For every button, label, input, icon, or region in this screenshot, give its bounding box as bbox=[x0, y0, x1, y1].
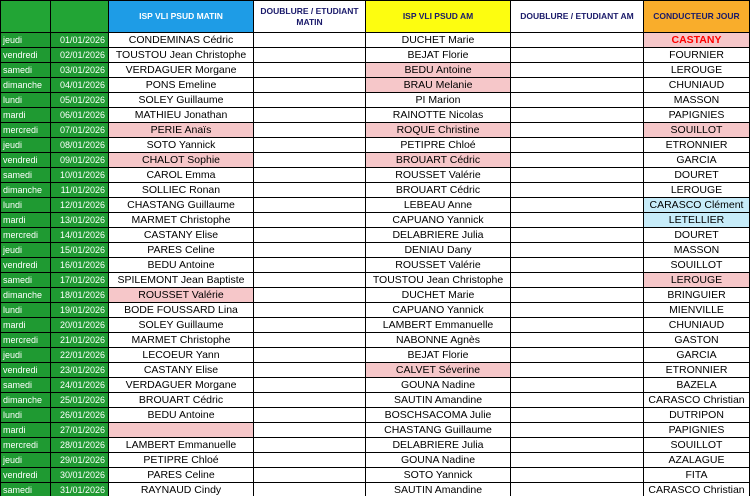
day-cell[interactable]: dimanche bbox=[1, 393, 51, 408]
date-cell[interactable]: 13/01/2026 bbox=[51, 213, 109, 228]
day-cell[interactable]: jeudi bbox=[1, 453, 51, 468]
doublure-am-cell[interactable] bbox=[511, 318, 644, 333]
day-cell[interactable]: dimanche bbox=[1, 78, 51, 93]
conducteur-cell[interactable]: LEROUGE bbox=[644, 63, 750, 78]
table-row bbox=[1, 48, 750, 63]
day-cell[interactable]: vendredi bbox=[1, 468, 51, 483]
table-row bbox=[1, 423, 750, 438]
date-cell[interactable]: 10/01/2026 bbox=[51, 168, 109, 183]
isp-am-cell[interactable]: ROUSSET Valérie bbox=[366, 168, 511, 183]
doublure-am-cell[interactable] bbox=[511, 378, 644, 393]
table-row bbox=[1, 348, 750, 363]
table-row bbox=[1, 378, 750, 393]
table-row bbox=[1, 213, 750, 228]
doublure-am-cell[interactable] bbox=[511, 63, 644, 78]
doublure-matin-cell[interactable] bbox=[254, 378, 366, 393]
doublure-matin-cell[interactable] bbox=[254, 153, 366, 168]
day-cell[interactable]: lundi bbox=[1, 198, 51, 213]
isp-am-cell[interactable]: NABONNE Agnès bbox=[366, 333, 511, 348]
table-row bbox=[1, 408, 750, 423]
day-cell[interactable]: jeudi bbox=[1, 243, 51, 258]
doublure-am-cell[interactable] bbox=[511, 288, 644, 303]
isp-matin-cell[interactable]: RAYNAUD Cindy bbox=[109, 483, 254, 496]
conducteur-cell[interactable]: LETELLIER bbox=[644, 213, 750, 228]
isp-am-cell[interactable]: ROUSSET Valérie bbox=[366, 258, 511, 273]
conducteur-cell[interactable]: DOURET bbox=[644, 168, 750, 183]
isp-matin-cell[interactable]: CHASTANG Guillaume bbox=[109, 198, 254, 213]
doublure-matin-cell[interactable] bbox=[254, 318, 366, 333]
date-cell[interactable]: 17/01/2026 bbox=[51, 273, 109, 288]
day-cell[interactable]: mardi bbox=[1, 423, 51, 438]
doublure-am-cell[interactable] bbox=[511, 108, 644, 123]
schedule-body bbox=[1, 33, 750, 496]
day-cell[interactable]: mercredi bbox=[1, 333, 51, 348]
table-row bbox=[1, 303, 750, 318]
date-cell[interactable]: 06/01/2026 bbox=[51, 108, 109, 123]
isp-am-cell[interactable]: BOSCHSACOMA Julie bbox=[366, 408, 511, 423]
day-cell[interactable]: samedi bbox=[1, 63, 51, 78]
isp-am-cell[interactable]: CAPUANO Yannick bbox=[366, 303, 511, 318]
date-cell[interactable]: 19/01/2026 bbox=[51, 303, 109, 318]
isp-matin-cell[interactable] bbox=[109, 423, 254, 438]
conducteur-cell[interactable]: CASTANY bbox=[644, 33, 750, 48]
isp-matin-cell[interactable]: SOLLIEC Ronan bbox=[109, 183, 254, 198]
conducteur-cell[interactable]: LEROUGE bbox=[644, 183, 750, 198]
conducteur-cell[interactable]: MASSON bbox=[644, 243, 750, 258]
doublure-am-cell[interactable] bbox=[511, 393, 644, 408]
isp-matin-cell[interactable]: ROUSSET Valérie bbox=[109, 288, 254, 303]
isp-am-cell[interactable]: BEJAT Florie bbox=[366, 48, 511, 63]
isp-am-cell[interactable]: CALVET Séverine bbox=[366, 363, 511, 378]
isp-am-cell[interactable]: CHASTANG Guillaume bbox=[366, 423, 511, 438]
isp-am-cell[interactable]: LAMBERT Emmanuelle bbox=[366, 318, 511, 333]
doublure-am-cell[interactable] bbox=[511, 468, 644, 483]
isp-matin-cell[interactable]: PETIPRE Chloé bbox=[109, 453, 254, 468]
conducteur-cell[interactable]: CARASCO Clément bbox=[644, 198, 750, 213]
isp-matin-cell[interactable]: VERDAGUER Morgane bbox=[109, 378, 254, 393]
table-row bbox=[1, 363, 750, 378]
conducteur-cell[interactable]: CARASCO Christian bbox=[644, 393, 750, 408]
doublure-matin-cell[interactable] bbox=[254, 303, 366, 318]
table-row bbox=[1, 243, 750, 258]
table-row bbox=[1, 198, 750, 213]
isp-matin-cell[interactable]: PARES Celine bbox=[109, 468, 254, 483]
day-cell[interactable]: mardi bbox=[1, 213, 51, 228]
date-cell[interactable]: 08/01/2026 bbox=[51, 138, 109, 153]
doublure-am-cell[interactable] bbox=[511, 48, 644, 63]
isp-matin-cell[interactable]: LAMBERT Emmanuelle bbox=[109, 438, 254, 453]
day-cell[interactable]: mardi bbox=[1, 108, 51, 123]
doublure-am-cell[interactable] bbox=[511, 183, 644, 198]
isp-matin-cell[interactable]: SOTO Yannick bbox=[109, 138, 254, 153]
isp-am-cell[interactable]: DELABRIERE Julia bbox=[366, 228, 511, 243]
date-cell[interactable]: 07/01/2026 bbox=[51, 123, 109, 138]
table-row bbox=[1, 168, 750, 183]
table-row bbox=[1, 468, 750, 483]
date-cell[interactable]: 22/01/2026 bbox=[51, 348, 109, 363]
isp-matin-cell[interactable]: VERDAGUER Morgane bbox=[109, 63, 254, 78]
doublure-matin-cell[interactable] bbox=[254, 288, 366, 303]
doublure-matin-cell[interactable] bbox=[254, 48, 366, 63]
isp-matin-cell[interactable]: CHALOT Sophie bbox=[109, 153, 254, 168]
conducteur-cell[interactable]: MASSON bbox=[644, 93, 750, 108]
date-cell[interactable]: 09/01/2026 bbox=[51, 153, 109, 168]
doublure-matin-cell[interactable] bbox=[254, 348, 366, 363]
day-cell[interactable]: lundi bbox=[1, 303, 51, 318]
conducteur-cell[interactable]: CARASCO Christian bbox=[644, 483, 750, 496]
day-cell[interactable]: lundi bbox=[1, 408, 51, 423]
isp-am-cell[interactable]: GOUNA Nadine bbox=[366, 453, 511, 468]
doublure-am-cell[interactable] bbox=[511, 243, 644, 258]
isp-matin-cell[interactable]: SPILEMONT Jean Baptiste bbox=[109, 273, 254, 288]
date-cell[interactable]: 28/01/2026 bbox=[51, 438, 109, 453]
doublure-am-cell[interactable] bbox=[511, 138, 644, 153]
date-cell[interactable]: 31/01/2026 bbox=[51, 483, 109, 496]
conducteur-cell[interactable]: AZALAGUE bbox=[644, 453, 750, 468]
date-cell[interactable]: 24/01/2026 bbox=[51, 378, 109, 393]
table-row bbox=[1, 273, 750, 288]
conducteur-cell[interactable]: DUTRIPON bbox=[644, 408, 750, 423]
doublure-am-cell[interactable] bbox=[511, 408, 644, 423]
doublure-am-cell[interactable] bbox=[511, 213, 644, 228]
conducteur-cell[interactable]: SOUILLOT bbox=[644, 438, 750, 453]
isp-matin-cell[interactable]: MARMET Christophe bbox=[109, 333, 254, 348]
doublure-matin-cell[interactable] bbox=[254, 93, 366, 108]
header-date[interactable] bbox=[51, 1, 109, 33]
day-cell[interactable]: mercredi bbox=[1, 228, 51, 243]
table-row bbox=[1, 333, 750, 348]
doublure-matin-cell[interactable] bbox=[254, 183, 366, 198]
isp-am-cell[interactable]: SAUTIN Amandine bbox=[366, 393, 511, 408]
table-row bbox=[1, 183, 750, 198]
header-isp-am[interactable]: ISP VLI PSUD AM bbox=[366, 1, 511, 33]
isp-am-cell[interactable]: ROQUE Christine bbox=[366, 123, 511, 138]
conducteur-cell[interactable]: BRINGUIER bbox=[644, 288, 750, 303]
isp-am-cell[interactable]: DENIAU Dany bbox=[366, 243, 511, 258]
isp-matin-cell[interactable]: BROUART Cédric bbox=[109, 393, 254, 408]
date-cell[interactable]: 02/01/2026 bbox=[51, 48, 109, 63]
doublure-matin-cell[interactable] bbox=[254, 243, 366, 258]
date-cell[interactable]: 11/01/2026 bbox=[51, 183, 109, 198]
day-cell[interactable]: samedi bbox=[1, 483, 51, 496]
doublure-matin-cell[interactable] bbox=[254, 78, 366, 93]
doublure-am-cell[interactable] bbox=[511, 33, 644, 48]
doublure-matin-cell[interactable] bbox=[254, 213, 366, 228]
isp-am-cell[interactable]: PI Marion bbox=[366, 93, 511, 108]
isp-am-cell[interactable]: BEJAT Florie bbox=[366, 348, 511, 363]
conducteur-cell[interactable]: CHUNIAUD bbox=[644, 78, 750, 93]
date-cell[interactable]: 12/01/2026 bbox=[51, 198, 109, 213]
day-cell[interactable]: dimanche bbox=[1, 288, 51, 303]
doublure-matin-cell[interactable] bbox=[254, 258, 366, 273]
day-cell[interactable]: jeudi bbox=[1, 33, 51, 48]
doublure-am-cell[interactable] bbox=[511, 483, 644, 496]
doublure-am-cell[interactable] bbox=[511, 423, 644, 438]
isp-am-cell[interactable]: PETIPRE Chloé bbox=[366, 138, 511, 153]
isp-am-cell[interactable]: CAPUANO Yannick bbox=[366, 213, 511, 228]
doublure-matin-cell[interactable] bbox=[254, 408, 366, 423]
isp-matin-cell[interactable]: MATHIEU Jonathan bbox=[109, 108, 254, 123]
isp-matin-cell[interactable]: MARMET Christophe bbox=[109, 213, 254, 228]
day-cell[interactable]: samedi bbox=[1, 168, 51, 183]
date-cell[interactable]: 21/01/2026 bbox=[51, 333, 109, 348]
isp-matin-cell[interactable]: CAROL Emma bbox=[109, 168, 254, 183]
table-row bbox=[1, 123, 750, 138]
day-cell[interactable]: mercredi bbox=[1, 438, 51, 453]
conducteur-cell[interactable]: FITA bbox=[644, 468, 750, 483]
doublure-am-cell[interactable] bbox=[511, 363, 644, 378]
doublure-am-cell[interactable] bbox=[511, 333, 644, 348]
conducteur-cell[interactable]: GARCIA bbox=[644, 348, 750, 363]
isp-am-cell[interactable]: BRAU Melanie bbox=[366, 78, 511, 93]
date-cell[interactable]: 14/01/2026 bbox=[51, 228, 109, 243]
date-cell[interactable]: 26/01/2026 bbox=[51, 408, 109, 423]
isp-matin-cell[interactable]: SOLEY Guillaume bbox=[109, 318, 254, 333]
doublure-matin-cell[interactable] bbox=[254, 228, 366, 243]
day-cell[interactable]: jeudi bbox=[1, 138, 51, 153]
conducteur-cell[interactable]: BAZELA bbox=[644, 378, 750, 393]
doublure-matin-cell[interactable] bbox=[254, 138, 366, 153]
day-cell[interactable]: vendredi bbox=[1, 258, 51, 273]
doublure-am-cell[interactable] bbox=[511, 303, 644, 318]
doublure-matin-cell[interactable] bbox=[254, 393, 366, 408]
day-cell[interactable]: mardi bbox=[1, 318, 51, 333]
table-row bbox=[1, 483, 750, 496]
conducteur-cell[interactable]: DOURET bbox=[644, 228, 750, 243]
doublure-am-cell[interactable] bbox=[511, 93, 644, 108]
day-cell[interactable]: lundi bbox=[1, 93, 51, 108]
isp-am-cell[interactable]: BROUART Cédric bbox=[366, 183, 511, 198]
conducteur-cell[interactable]: SOUILLOT bbox=[644, 123, 750, 138]
date-cell[interactable]: 04/01/2026 bbox=[51, 78, 109, 93]
day-cell[interactable]: samedi bbox=[1, 378, 51, 393]
table-row bbox=[1, 153, 750, 168]
doublure-matin-cell[interactable] bbox=[254, 363, 366, 378]
doublure-matin-cell[interactable] bbox=[254, 468, 366, 483]
day-cell[interactable]: jeudi bbox=[1, 348, 51, 363]
isp-am-cell[interactable]: TOUSTOU Jean Christophe bbox=[366, 273, 511, 288]
doublure-am-cell[interactable] bbox=[511, 453, 644, 468]
doublure-am-cell[interactable] bbox=[511, 228, 644, 243]
day-cell[interactable]: vendredi bbox=[1, 153, 51, 168]
doublure-matin-cell[interactable] bbox=[254, 168, 366, 183]
isp-matin-cell[interactable]: CASTANY Elise bbox=[109, 363, 254, 378]
table-row bbox=[1, 258, 750, 273]
isp-am-cell[interactable]: GOUNA Nadine bbox=[366, 378, 511, 393]
table-row bbox=[1, 33, 750, 48]
doublure-matin-cell[interactable] bbox=[254, 438, 366, 453]
doublure-am-cell[interactable] bbox=[511, 153, 644, 168]
isp-matin-cell[interactable]: BODE FOUSSARD Lina bbox=[109, 303, 254, 318]
table-row bbox=[1, 453, 750, 468]
header-conducteur-jour[interactable]: CONDUCTEUR JOUR bbox=[644, 1, 750, 33]
table-row bbox=[1, 318, 750, 333]
table-row bbox=[1, 108, 750, 123]
date-cell[interactable]: 25/01/2026 bbox=[51, 393, 109, 408]
doublure-matin-cell[interactable] bbox=[254, 273, 366, 288]
isp-matin-cell[interactable]: SOLEY Guillaume bbox=[109, 93, 254, 108]
date-cell[interactable]: 30/01/2026 bbox=[51, 468, 109, 483]
isp-matin-cell[interactable]: BEDU Antoine bbox=[109, 408, 254, 423]
isp-am-cell[interactable]: BROUART Cédric bbox=[366, 153, 511, 168]
conducteur-cell[interactable]: PAPIGNIES bbox=[644, 108, 750, 123]
day-cell[interactable]: dimanche bbox=[1, 183, 51, 198]
isp-am-cell[interactable]: LEBEAU Anne bbox=[366, 198, 511, 213]
table-row bbox=[1, 63, 750, 78]
day-cell[interactable]: mercredi bbox=[1, 123, 51, 138]
isp-matin-cell[interactable]: PERIE Anaïs bbox=[109, 123, 254, 138]
isp-matin-cell[interactable]: LECOEUR Yann bbox=[109, 348, 254, 363]
conducteur-cell[interactable]: PAPIGNIES bbox=[644, 423, 750, 438]
date-cell[interactable]: 16/01/2026 bbox=[51, 258, 109, 273]
date-cell[interactable]: 01/01/2026 bbox=[51, 33, 109, 48]
conducteur-cell[interactable]: ETRONNIER bbox=[644, 363, 750, 378]
date-cell[interactable]: 18/01/2026 bbox=[51, 288, 109, 303]
header-row bbox=[1, 1, 750, 33]
date-cell[interactable]: 05/01/2026 bbox=[51, 93, 109, 108]
header-doublure-am[interactable]: DOUBLURE / ETUDIANT AM bbox=[511, 1, 644, 33]
table-row bbox=[1, 228, 750, 243]
isp-matin-cell[interactable]: BEDU Antoine bbox=[109, 258, 254, 273]
isp-matin-cell[interactable]: CASTANY Elise bbox=[109, 228, 254, 243]
doublure-am-cell[interactable] bbox=[511, 438, 644, 453]
doublure-matin-cell[interactable] bbox=[254, 123, 366, 138]
conducteur-cell[interactable]: FOURNIER bbox=[644, 48, 750, 63]
table-row bbox=[1, 288, 750, 303]
isp-matin-cell[interactable]: PARES Celine bbox=[109, 243, 254, 258]
doublure-matin-cell[interactable] bbox=[254, 453, 366, 468]
date-cell[interactable]: 15/01/2026 bbox=[51, 243, 109, 258]
doublure-am-cell[interactable] bbox=[511, 258, 644, 273]
doublure-matin-cell[interactable] bbox=[254, 333, 366, 348]
date-cell[interactable]: 29/01/2026 bbox=[51, 453, 109, 468]
conducteur-cell[interactable]: SOUILLOT bbox=[644, 258, 750, 273]
doublure-matin-cell[interactable] bbox=[254, 198, 366, 213]
isp-am-cell[interactable]: BEDU Antoine bbox=[366, 63, 511, 78]
doublure-am-cell[interactable] bbox=[511, 78, 644, 93]
isp-am-cell[interactable]: SOTO Yannick bbox=[366, 468, 511, 483]
doublure-am-cell[interactable] bbox=[511, 168, 644, 183]
date-cell[interactable]: 23/01/2026 bbox=[51, 363, 109, 378]
table-row bbox=[1, 438, 750, 453]
date-cell[interactable]: 20/01/2026 bbox=[51, 318, 109, 333]
conducteur-cell[interactable]: LEROUGE bbox=[644, 273, 750, 288]
conducteur-cell[interactable]: MIENVILLE bbox=[644, 303, 750, 318]
doublure-am-cell[interactable] bbox=[511, 273, 644, 288]
conducteur-cell[interactable]: ETRONNIER bbox=[644, 138, 750, 153]
table-row bbox=[1, 78, 750, 93]
header-doublure-matin[interactable]: DOUBLURE / ETUDIANT MATIN bbox=[254, 1, 366, 33]
isp-matin-cell[interactable]: CONDEMINAS Cédric bbox=[109, 33, 254, 48]
table-row bbox=[1, 138, 750, 153]
table-row bbox=[1, 393, 750, 408]
table-row bbox=[1, 93, 750, 108]
doublure-matin-cell[interactable] bbox=[254, 108, 366, 123]
date-cell[interactable]: 27/01/2026 bbox=[51, 423, 109, 438]
header-isp-matin[interactable]: ISP VLI PSUD MATIN bbox=[109, 1, 254, 33]
day-cell[interactable]: vendredi bbox=[1, 363, 51, 378]
doublure-am-cell[interactable] bbox=[511, 123, 644, 138]
doublure-am-cell[interactable] bbox=[511, 348, 644, 363]
day-cell[interactable]: samedi bbox=[1, 273, 51, 288]
doublure-am-cell[interactable] bbox=[511, 198, 644, 213]
isp-am-cell[interactable]: DUCHET Marie bbox=[366, 288, 511, 303]
conducteur-cell[interactable]: GARCIA bbox=[644, 153, 750, 168]
isp-am-cell[interactable]: SAUTIN Amandine bbox=[366, 483, 511, 496]
doublure-matin-cell[interactable] bbox=[254, 423, 366, 438]
date-cell[interactable]: 03/01/2026 bbox=[51, 63, 109, 78]
isp-am-cell[interactable]: DELABRIERE Julia bbox=[366, 438, 511, 453]
day-cell[interactable]: vendredi bbox=[1, 48, 51, 63]
isp-matin-cell[interactable]: TOUSTOU Jean Christophe bbox=[109, 48, 254, 63]
doublure-matin-cell[interactable] bbox=[254, 483, 366, 496]
conducteur-cell[interactable]: CHUNIAUD bbox=[644, 318, 750, 333]
doublure-matin-cell[interactable] bbox=[254, 63, 366, 78]
doublure-matin-cell[interactable] bbox=[254, 33, 366, 48]
isp-am-cell[interactable]: DUCHET Marie bbox=[366, 33, 511, 48]
isp-am-cell[interactable]: RAINOTTE Nicolas bbox=[366, 108, 511, 123]
conducteur-cell[interactable]: GASTON bbox=[644, 333, 750, 348]
header-day[interactable] bbox=[1, 1, 51, 33]
isp-matin-cell[interactable]: PONS Emeline bbox=[109, 78, 254, 93]
